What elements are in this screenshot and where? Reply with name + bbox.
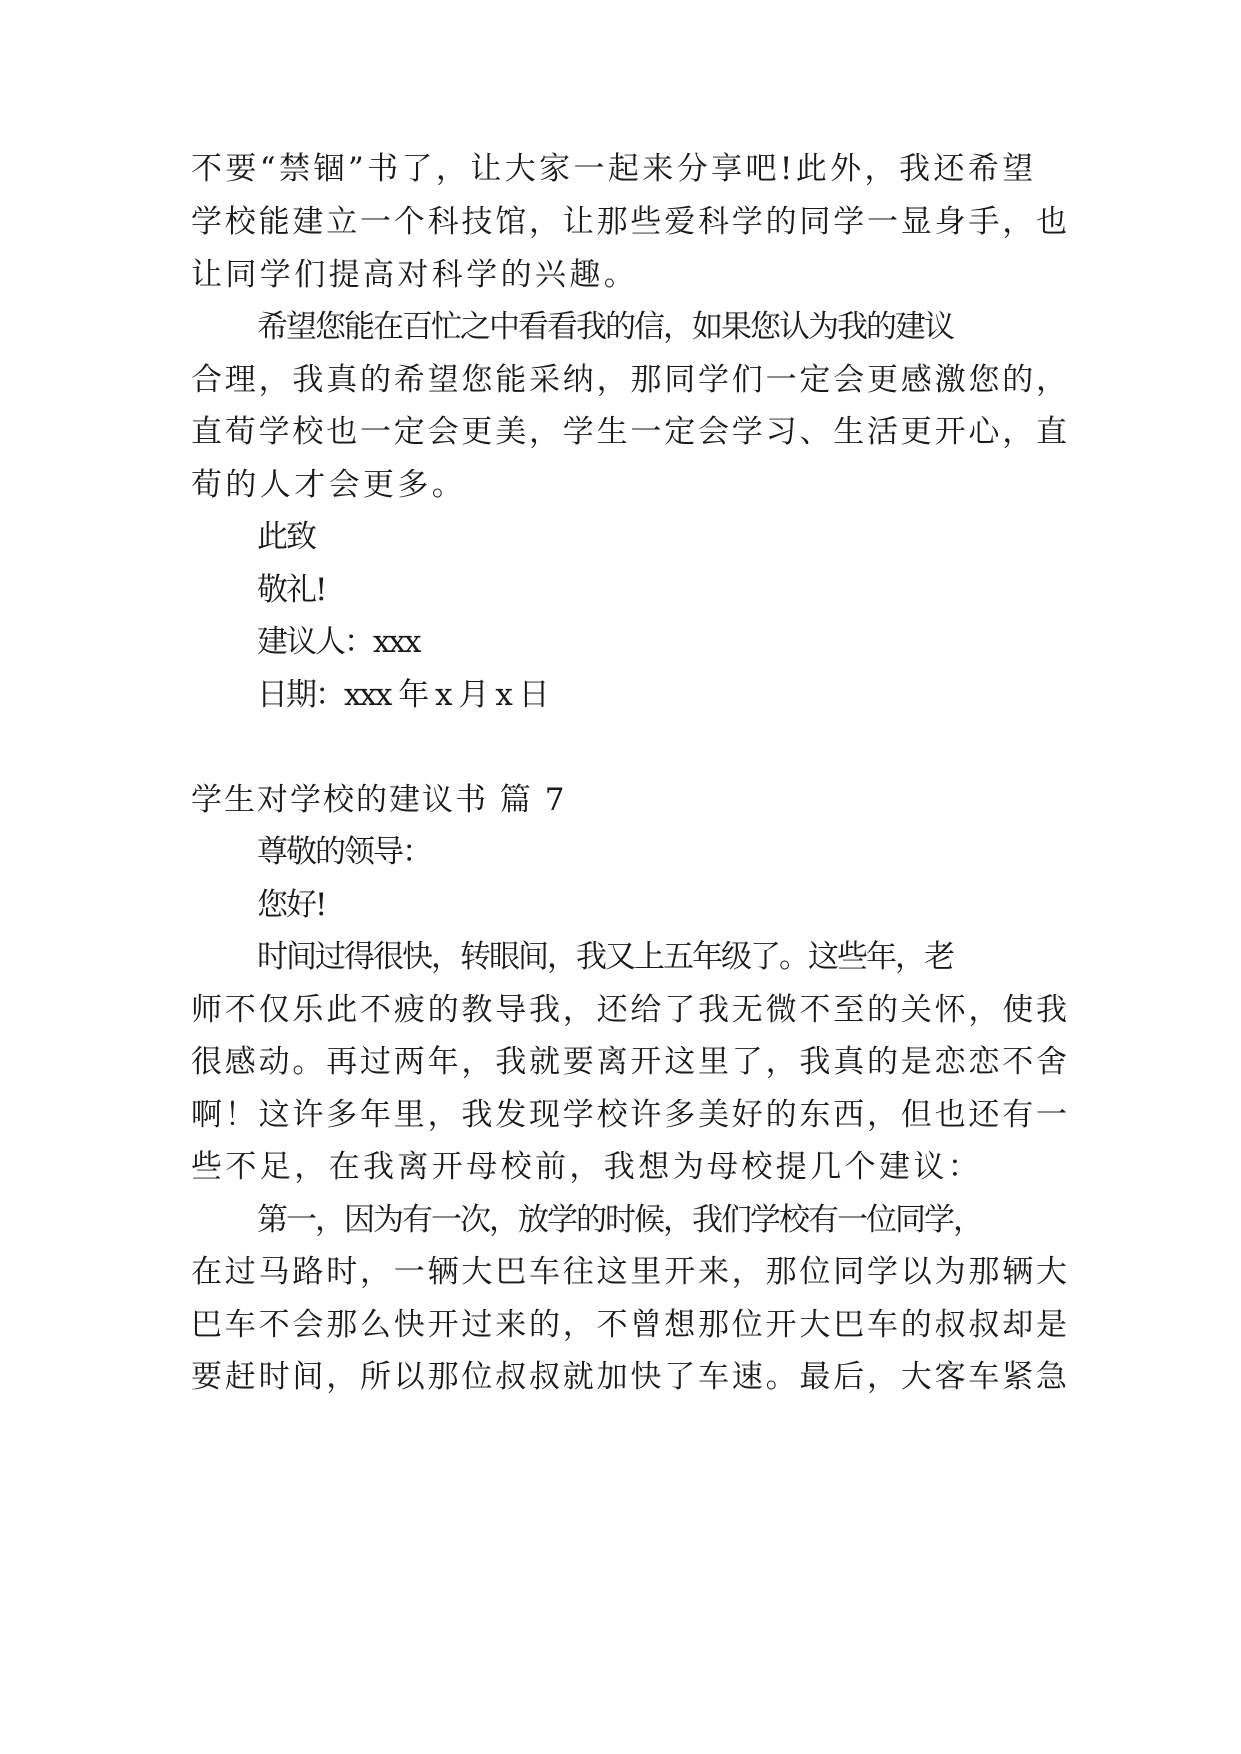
salute-line: 敬礼! — [257, 572, 326, 608]
body-line: 让同学们提高对科学的兴趣。 — [191, 257, 639, 293]
body-line: 合理，我真的希望您能采纳，那同学们一定会更感激您的， — [191, 362, 1070, 398]
body-line: 时间过得很快，转眼间，我又上五年级了。这些年，老 — [257, 939, 953, 975]
body-line: 希望您能在百忙之中看看我的信，如果您认为我的建议 — [257, 309, 953, 345]
body-line: 在过马路时，一辆大巴车往这里开来，那位同学以为那辆大 — [191, 1254, 1070, 1290]
body-line: 要赶时间，所以那位叔叔就加快了车速。最后，大客车紧急 — [191, 1359, 1070, 1395]
closing-line: 此致 — [257, 519, 315, 555]
body-line: 巴车不会那么快开过来的，不曾想那位开大巴车的叔叔却是 — [191, 1307, 1070, 1343]
section-heading: 学生对学校的建议书 篇 7 — [191, 782, 567, 818]
body-line: 不要“禁锢”书了，让大家一起来分享吧!此外，我还希望 — [191, 151, 1037, 187]
hello-line: 您好! — [257, 887, 326, 923]
greeting-line: 尊敬的领导： — [257, 834, 431, 870]
body-line: 直荀学校也一定会更美，学生一定会学习、生活更开心，直 — [191, 414, 1070, 450]
body-line: 荀的人才会更多。 — [191, 467, 467, 503]
body-line: 很感动。再过两年，我就要离开这里了，我真的是恋恋不舍 — [191, 1044, 1070, 1080]
body-line: 师不仅乐此不疲的教导我，还给了我无微不至的关怀，使我 — [191, 992, 1070, 1028]
date-line: 日期：xxx 年 x 月 x 日 — [257, 677, 548, 713]
body-line: 第一，因为有一次，放学的时候，我们学校有一位同学， — [257, 1202, 982, 1238]
body-line: 啊！这许多年里，我发现学校许多美好的东西，但也还有一 — [191, 1097, 1070, 1133]
body-line: 学校能建立一个科技馆，让那些爱科学的同学一显身手，也 — [191, 204, 1070, 240]
proposer-line: 建议人：xxx — [257, 624, 420, 660]
body-line: 些不足，在我离开母校前，我想为母校提几个建议： — [191, 1149, 983, 1185]
